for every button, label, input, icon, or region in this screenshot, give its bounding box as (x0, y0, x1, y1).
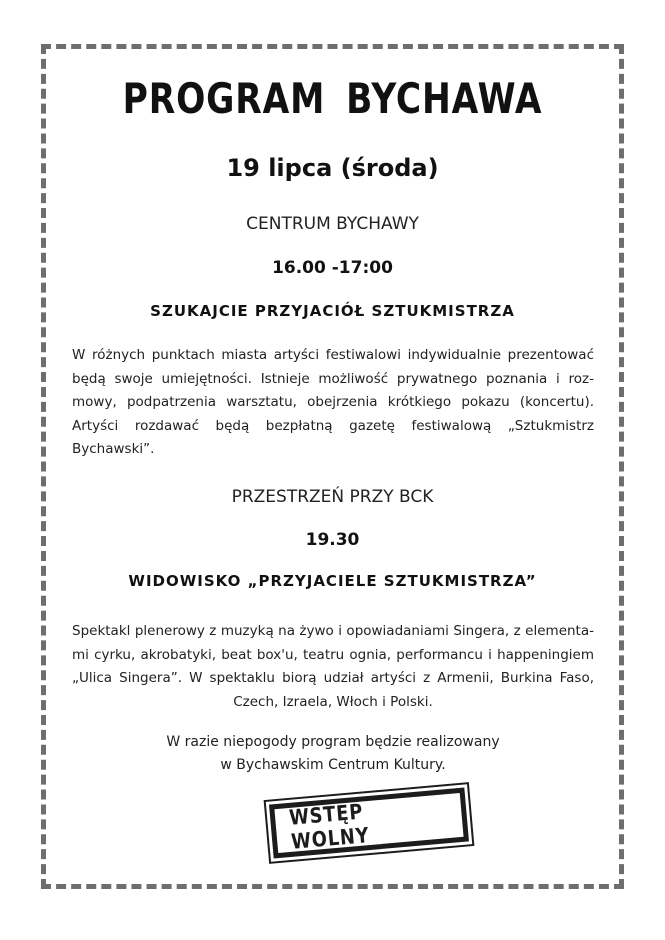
description-1-line: Artyści rozdawać będą bezpłatną gazetę festiwalową „Sztukmistrz Bychawski”. (72, 417, 594, 457)
weather-note-line: w Bychawskim Centrum Kultury. (220, 757, 446, 773)
weather-note-line: W razie niepogody program będzie realizowany (166, 734, 500, 750)
description-2-line: „Ulica Singera”. W spektaklu biorą udział artyści z Armenii, Burkina Faso, (72, 670, 594, 686)
venue-1: CENTRUM BYCHAWY (246, 214, 419, 234)
venue-2: PRZESTRZEŃ PRZY BCK (231, 487, 434, 507)
description-2-line: Spektakl plenerowy z muzyką na żywo i opowiadaniami Singera, z elementa- (72, 623, 594, 639)
description-2 (72, 620, 594, 714)
time-2: 19.30 (305, 530, 360, 550)
event-date: 19 lipca (środa) (226, 154, 439, 182)
poster-title: PROGRAM BYCHAWA (122, 74, 543, 123)
description-1-line: będą swoje umiejętności. Istnieje możliwość prywatnego poznania i roz- (72, 370, 594, 387)
event-title-2: WIDOWISKO „PRZYJACIELE SZTUKMISTRZA” (128, 572, 537, 590)
event-title-1: SZUKAJCIE PRZYJACIÓŁ SZTUKMISTRZA (150, 302, 515, 320)
description-1-line: mowy, podpatrzenia warsztatu, obejrzenia krótkiego pokazu (koncertu). (72, 394, 594, 410)
time-1: 16.00 -17:00 (272, 258, 393, 278)
description-2-line: Czech, Izraela, Włoch i Polski. (233, 693, 433, 710)
description-1 (72, 344, 594, 462)
description-2-line: mi cyrku, akrobatyki, beat box'u, teatru ognia, performancu i happeningiem (72, 646, 594, 663)
stamp-text: WSTĘP WOLNY (288, 799, 371, 854)
description-1-line: W różnych punktach miasta artyści festiwalowi indywidualnie prezentować (72, 347, 594, 363)
free-entry-stamp (269, 788, 469, 859)
weather-note (72, 731, 594, 777)
